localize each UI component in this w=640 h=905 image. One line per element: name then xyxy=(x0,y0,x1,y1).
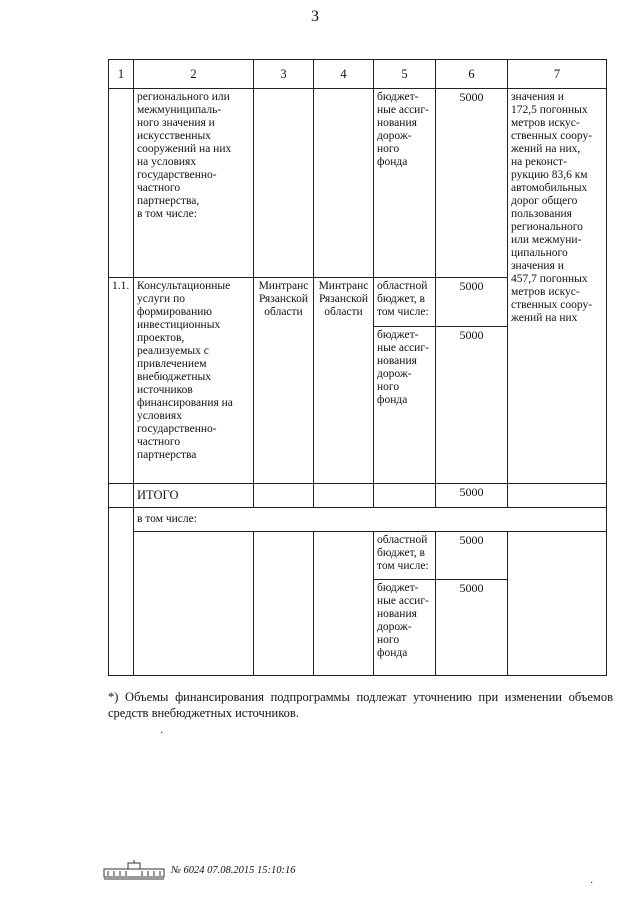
responsible-executor-cell: Минтранс Рязанской области xyxy=(254,278,314,484)
scan-mark: · xyxy=(590,878,594,889)
stamp-text: № 6024 07.08.2015 15:10:16 xyxy=(171,864,296,876)
scan-mark: · xyxy=(160,728,164,739)
program-description-cell: регионального или межмуниципаль- ного значения и искусственных сооружений на них на условиях государственно- частного партнерства, в том числе: xyxy=(134,89,254,278)
header-cell: 3 xyxy=(254,60,314,89)
amount-cell: 5000 xyxy=(436,532,508,580)
footnote: *) Объемы финансирования подпрограммы подлежат уточнению при изменении объемов средств внебюджетных источников. xyxy=(108,690,613,720)
cell-empty xyxy=(508,484,607,508)
header-cell: 7 xyxy=(508,60,607,89)
cell-empty xyxy=(254,484,314,508)
page-number: 3 xyxy=(311,8,319,25)
cell-empty xyxy=(109,484,134,508)
amount-cell: 5000 xyxy=(436,89,508,278)
header-cell: 4 xyxy=(314,60,374,89)
funding-source-cell: областной бюджет, в том числе: xyxy=(374,532,436,580)
header-cell: 2 xyxy=(134,60,254,89)
building-seal-icon xyxy=(103,860,165,880)
cell-empty xyxy=(254,89,314,278)
row-number-cell: 1.1. xyxy=(109,278,134,484)
including-label: в том числе: xyxy=(134,508,607,532)
result-indicator-cell: значения и 172,5 погонных метров искус- ственных соору- жений на них, на реконст- рукцию 83,6 км автомобильных дорог общего пользования регионального или межмуни- ципального значения и 457,7 погонных метров искус- ственных соору- жений на них xyxy=(508,89,607,484)
table-row xyxy=(109,508,607,532)
cell-empty xyxy=(109,89,134,278)
registration-stamp xyxy=(103,860,296,880)
cell-empty xyxy=(374,484,436,508)
header-cell: 5 xyxy=(374,60,436,89)
activity-name-cell: Консультационные услуги по формированию инвестиционных проектов, реализуемых с привлечением внебюджетных источников финансирования на условиях государственно- частного партнерства xyxy=(134,278,254,484)
table-row xyxy=(109,532,607,580)
header-cell: 1 xyxy=(109,60,134,89)
amount-cell: 5000 xyxy=(436,327,508,484)
funding-source-cell: областной бюджет, в том числе: xyxy=(374,278,436,327)
amount-cell: 5000 xyxy=(436,278,508,327)
table-row xyxy=(109,89,607,278)
funding-source-cell: бюджет- ные ассиг- нования дорож- ного фонда xyxy=(374,327,436,484)
total-row xyxy=(109,484,607,508)
cell-empty xyxy=(314,532,374,676)
cell-empty xyxy=(508,532,607,676)
funding-source-cell: бюджет- ные ассиг- нования дорож- ного фонда xyxy=(374,89,436,278)
cell-empty xyxy=(254,532,314,676)
cell-empty xyxy=(109,508,134,676)
header-cell: 6 xyxy=(436,60,508,89)
participant-cell: Минтранс Рязанской области xyxy=(314,278,374,484)
amount-cell: 5000 xyxy=(436,580,508,676)
table-header-row xyxy=(109,60,607,89)
cell-empty xyxy=(134,532,254,676)
total-amount: 5000 xyxy=(436,484,508,508)
cell-empty xyxy=(314,484,374,508)
cell-empty xyxy=(314,89,374,278)
funding-source-cell: бюджет- ные ассиг- нования дорож- ного фонда xyxy=(374,580,436,676)
financing-table xyxy=(108,59,607,676)
total-label: ИТОГО xyxy=(134,484,254,508)
